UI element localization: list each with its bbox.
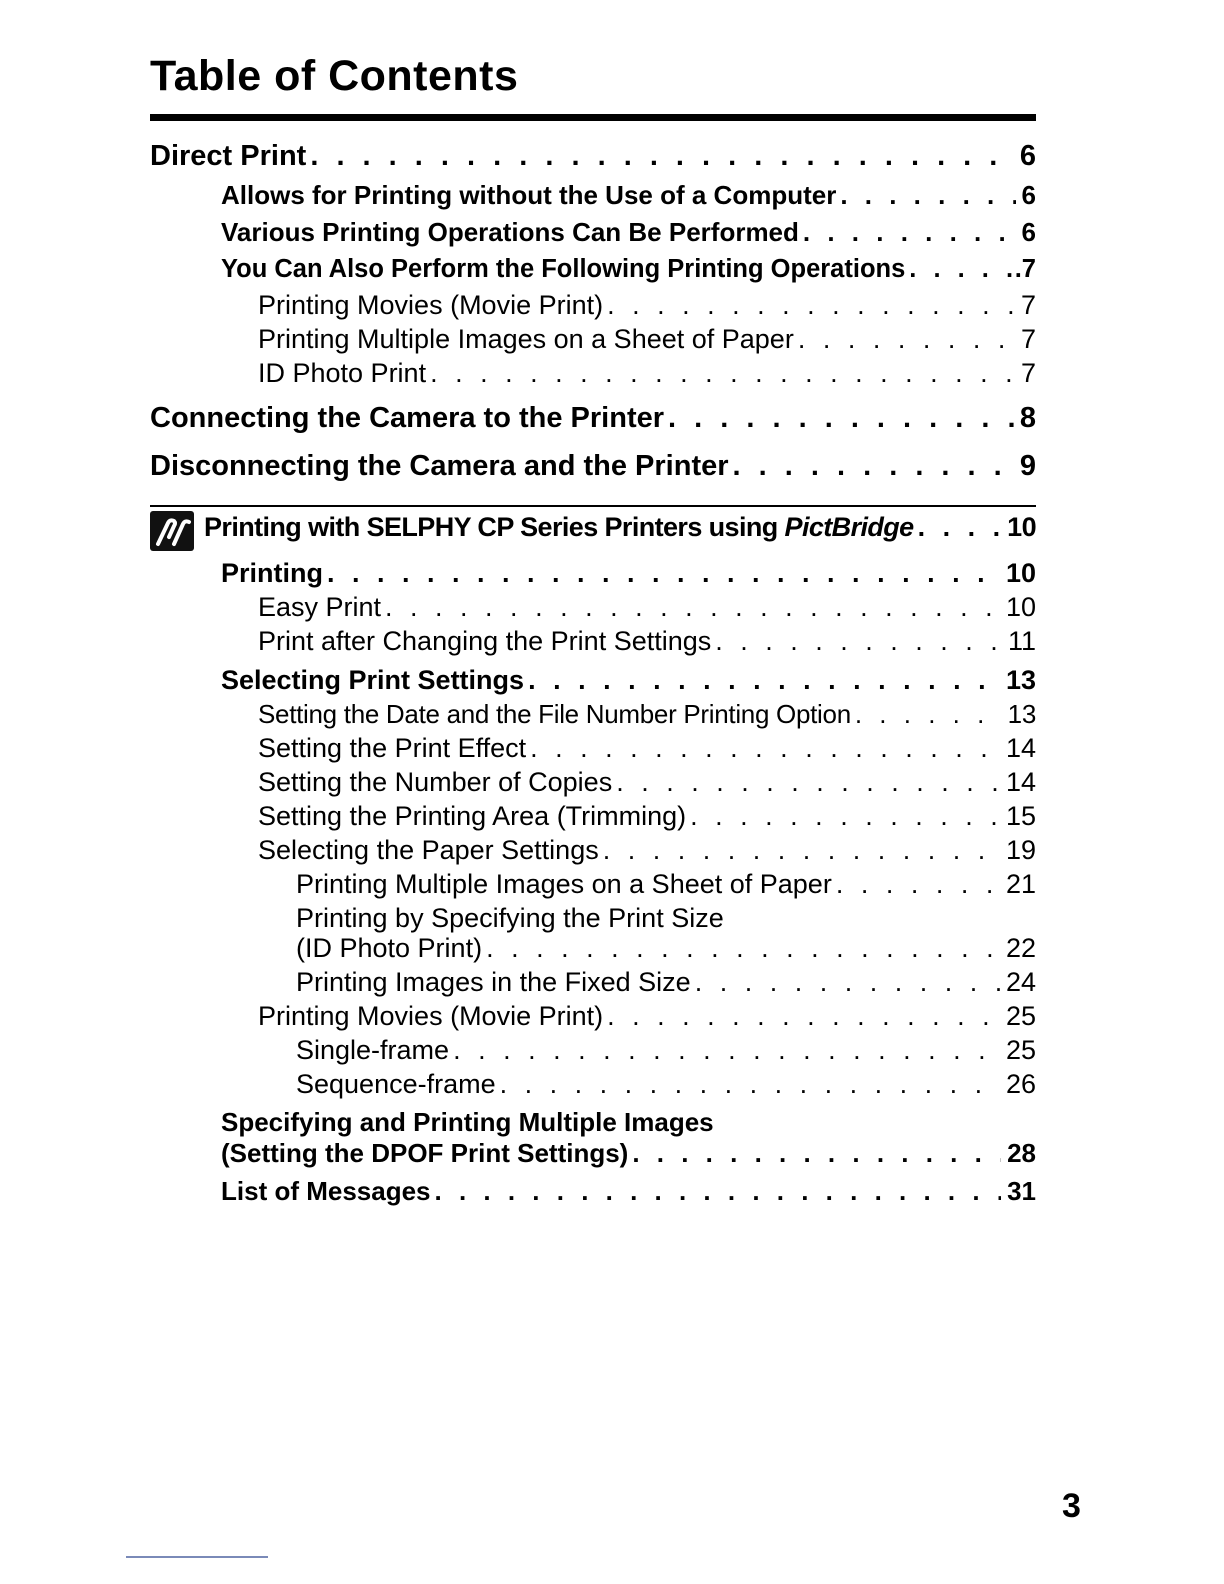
toc-entry-id-photo-size[interactable] [296, 933, 1036, 964]
toc-leader-dots [530, 733, 1000, 764]
toc-entry-label: Setting the Print Effect [258, 733, 527, 763]
toc-entry-label: Printing Movies (Movie Print) [258, 290, 604, 320]
toc-entry-label: Printing Multiple Images on a Sheet of Paper [258, 324, 794, 354]
toc-entry-label: Easy Print [258, 592, 382, 622]
toc-leader-dots [715, 626, 1002, 657]
toc-leader-dots [616, 767, 1000, 798]
toc-entry-print-effect[interactable] [258, 733, 1036, 764]
toc-entry-page: 19 [1005, 835, 1036, 865]
toc-entry-page: 15 [1005, 801, 1036, 831]
page-title: Table of Contents [150, 52, 519, 100]
toc-entry-page: 28 [1007, 1138, 1036, 1168]
toc-entry-label: Disconnecting the Camera and the Printer [150, 450, 729, 482]
toc-leader-dots [690, 801, 1000, 832]
toc-leader-dots [918, 512, 1008, 543]
toc-entry-label-line1: Printing by Specifying the Print Size [296, 903, 724, 933]
toc-leader-dots [607, 1001, 1000, 1032]
toc-leader-dots [500, 1069, 1000, 1100]
toc-leader-dots [430, 358, 1015, 389]
toc-entry-page: .7 [1014, 255, 1036, 283]
toc-leader-dots [603, 835, 1000, 866]
toc-entry-page: 13 [1007, 699, 1036, 729]
toc-entry-label: Direct Print [150, 140, 307, 172]
toc-entry-label: Print after Changing the Print Settings [258, 626, 712, 656]
pictbridge-icon [150, 511, 194, 551]
toc-entry-page: 10 [1007, 512, 1036, 542]
toc-entry-page: 21 [1005, 869, 1036, 899]
toc-entry-page: 11 [1007, 626, 1036, 656]
toc-entry-printing-with-selphy[interactable] [204, 512, 1036, 543]
toc-leader-dots [668, 402, 1014, 435]
toc-leader-dots [327, 558, 1000, 589]
toc-entry-printing-movies[interactable] [258, 290, 1036, 321]
toc-entry-single-frame[interactable] [296, 1035, 1036, 1066]
toc-entry-label: Allows for Printing without the Use of a Computer [221, 180, 837, 210]
toc-entry-selecting-print-settings[interactable] [221, 665, 1036, 696]
toc-entry-label: Printing Images in the Fixed Size [296, 967, 691, 997]
toc-leader-dots [836, 869, 1000, 900]
toc-leader-dots [486, 933, 1000, 964]
toc-entry-easy-print[interactable] [258, 592, 1036, 623]
toc-entry-label: Printing Multiple Images on a Sheet of Paper [296, 869, 832, 899]
toc-entry-printing-multiple-images[interactable] [258, 324, 1036, 355]
toc-entry-page: 6 [1019, 140, 1036, 172]
toc-entry-page: 14 [1005, 767, 1036, 797]
toc-entry-page: 25 [1005, 1035, 1036, 1065]
toc-entry-page: 25 [1005, 1001, 1036, 1031]
toc-entry-page: 6 [1021, 217, 1036, 247]
toc-entry-label: Printing Movies (Movie Print) [258, 1001, 604, 1031]
toc-entry-various-printing-operations[interactable] [221, 217, 1036, 248]
toc-entry-connecting[interactable] [150, 402, 1036, 435]
toc-entry-allows-for-printing[interactable] [221, 180, 1036, 211]
toc-entry-label: Selecting Print Settings [221, 665, 525, 695]
toc-entry-page: 31 [1007, 1176, 1036, 1206]
toc-entry-page: 6 [1021, 180, 1036, 210]
toc-entry-page: 8 [1019, 402, 1036, 434]
toc-entry-paper-settings[interactable] [258, 835, 1036, 866]
toc-leader-dots [803, 217, 1016, 248]
page-number: 3 [1062, 1487, 1081, 1525]
toc-entry-label-line1: Specifying and Printing Multiple Images [221, 1107, 714, 1137]
toc-entry-page: 13 [1005, 665, 1036, 695]
toc-entry-printing-area[interactable] [258, 801, 1036, 832]
section-divider [150, 505, 1036, 507]
title-rule [150, 114, 1036, 121]
toc-entry-fixed-size[interactable] [296, 967, 1036, 998]
toc-entry-multiple-images-sheet[interactable] [296, 869, 1036, 900]
toc-entry-number-of-copies[interactable] [258, 767, 1036, 798]
toc-entry-label: Setting the Printing Area (Trimming) [258, 801, 687, 831]
toc-entry-sequence-frame[interactable] [296, 1069, 1036, 1100]
toc-entry-page: 10 [1005, 558, 1036, 588]
toc-entry-page: 7 [1020, 290, 1036, 320]
toc-entry-label: Single-frame [296, 1035, 450, 1065]
toc-entry-label: Selecting the Paper Settings [258, 835, 599, 865]
toc-entry-page: 7 [1020, 324, 1036, 354]
toc-entry-label: You Can Also Perform the Following Printing Operations [221, 255, 906, 283]
toc-entry-label [204, 512, 914, 543]
toc-entry-print-after-changing[interactable] [258, 626, 1036, 657]
toc-entry-page: 7 [1020, 358, 1036, 388]
toc-entry-label: ID Photo Print [258, 358, 427, 388]
toc-leader-dots [632, 1138, 1001, 1169]
toc-entry-label: (Setting the DPOF Print Settings) [221, 1138, 629, 1168]
toc-entry-label: Various Printing Operations Can Be Performed [221, 217, 799, 247]
toc-leader-dots [385, 592, 1000, 623]
footer-rule [126, 1556, 268, 1558]
toc-leader-dots [840, 180, 1015, 211]
toc-entry-date-file-number[interactable] [258, 699, 1036, 730]
toc-entry-page: 26 [1005, 1069, 1036, 1099]
toc-leader-dots [607, 290, 1015, 321]
toc-entry-also-perform[interactable] [221, 255, 1036, 284]
toc-entry-label: (ID Photo Print) [296, 933, 483, 963]
toc-entry-page: 22 [1005, 933, 1036, 963]
toc-entry-label: List of Messages [221, 1176, 431, 1206]
toc-entry-label: Connecting the Camera to the Printer [150, 402, 665, 434]
toc-entry-disconnecting[interactable] [150, 450, 1036, 483]
toc-entry-list-of-messages[interactable] [221, 1176, 1036, 1207]
toc-entry-label: Setting the Date and the File Number Printing Option [258, 699, 851, 729]
toc-leader-dots [733, 450, 1014, 483]
toc-entry-direct-print[interactable] [150, 140, 1036, 173]
toc-entry-printing-movies-2[interactable] [258, 1001, 1036, 1032]
toc-leader-dots [453, 1035, 1000, 1066]
toc-entry-label: Setting the Number of Copies [258, 767, 613, 797]
toc-leader-dots [435, 1176, 1002, 1207]
toc-entry-page: 10 [1005, 592, 1036, 622]
toc-leader-dots [695, 967, 1000, 998]
toc-entry-page: 14 [1005, 733, 1036, 763]
toc-entry-page: 9 [1019, 450, 1036, 482]
toc-leader-dots [909, 255, 1014, 284]
toc-entry-id-photo-print[interactable] [258, 358, 1036, 389]
toc-leader-dots [310, 140, 1014, 173]
toc-entry-label: Printing [221, 558, 323, 588]
toc-leader-dots [528, 665, 1000, 696]
toc-entry-dpof-settings[interactable] [221, 1138, 1036, 1169]
toc-leader-dots [855, 699, 1002, 730]
toc-entry-label: Sequence-frame [296, 1069, 496, 1099]
toc-entry-label-italic: PictBridge [784, 512, 914, 542]
toc-entry-label-text: Printing with SELPHY CP Series Printers using [204, 512, 785, 542]
toc-leader-dots [798, 324, 1015, 355]
toc-entry-page: 24 [1005, 967, 1036, 997]
toc-entry-printing[interactable] [221, 558, 1036, 589]
